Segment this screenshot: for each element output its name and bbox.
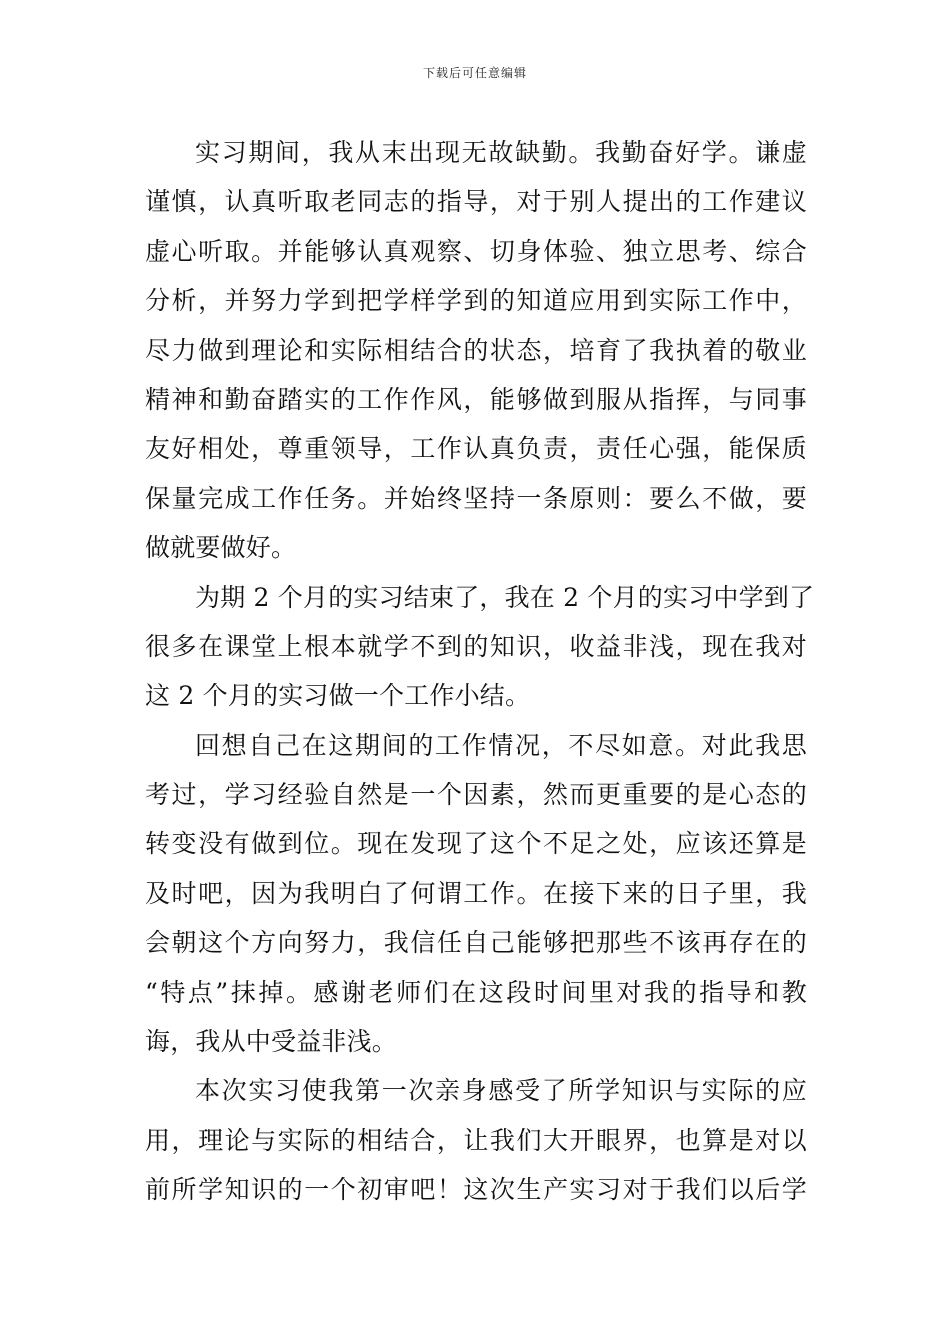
text-line: 做就要做好。 bbox=[145, 533, 297, 563]
text-line: 及时吧，因为我明白了何谓工作。在接下来的日子里，我 bbox=[145, 878, 807, 908]
text-line: 这 2 个月的实习做一个工作小结。 bbox=[145, 681, 531, 711]
text-line: 保量完成工作任务。并始终坚持一条原则：要么不做，要 bbox=[145, 483, 807, 513]
text-line: 回想自己在这期间的工作情况，不尽如意。对此我思 bbox=[195, 730, 807, 760]
text-line: 考过，学习经验自然是一个因素，然而更重要的是心态的 bbox=[145, 780, 807, 810]
text-line: 转变没有做到位。现在发现了这个不足之处，应该还算是 bbox=[145, 829, 807, 859]
text-line: 诲，我从中受益非浅。 bbox=[145, 1027, 398, 1057]
page-header: 下载后可任意编辑 bbox=[422, 66, 527, 80]
text-line: 分析，并努力学到把学样学到的知道应用到实际工作中， bbox=[145, 286, 807, 316]
text-line: 虚心听取。并能够认真观察、切身体验、独立思考、综合 bbox=[145, 236, 807, 266]
text-line: 谨慎，认真听取老同志的指导，对于别人提出的工作建议 bbox=[145, 187, 807, 217]
text-line: 友好相处，尊重领导，工作认真负责，责任心强，能保质 bbox=[145, 434, 807, 464]
text-line: 本次实习使我第一次亲身感受了所学知识与实际的应 bbox=[195, 1076, 807, 1106]
text-line: 用，理论与实际的相结合，让我们大开眼界，也算是对以 bbox=[145, 1125, 807, 1155]
text-line: 实习期间，我从末出现无故缺勤。我勤奋好学。谦虚 bbox=[195, 138, 807, 167]
text-line: “特点”抹掉。感谢老师们在这段时间里对我的指导和教 bbox=[145, 977, 807, 1007]
text-line: 会朝这个方向努力，我信任自己能够把那些不该再存在的 bbox=[145, 928, 807, 958]
text-line: 为期 2 个月的实习结束了，我在 2 个月的实习中学到了 bbox=[195, 582, 815, 612]
text-line: 前所学知识的一个初审吧！这次生产实习对于我们以后学 bbox=[145, 1175, 807, 1205]
text-line: 精神和勤奋踏实的工作作风，能够做到服从指挥，与同事 bbox=[145, 384, 807, 414]
document-body bbox=[145, 128, 815, 1215]
text-line: 很多在课堂上根本就学不到的知识，收益非浅，现在我对 bbox=[145, 631, 807, 661]
text-line: 尽力做到理论和实际相结合的状态，培育了我执着的敬业 bbox=[145, 335, 807, 365]
